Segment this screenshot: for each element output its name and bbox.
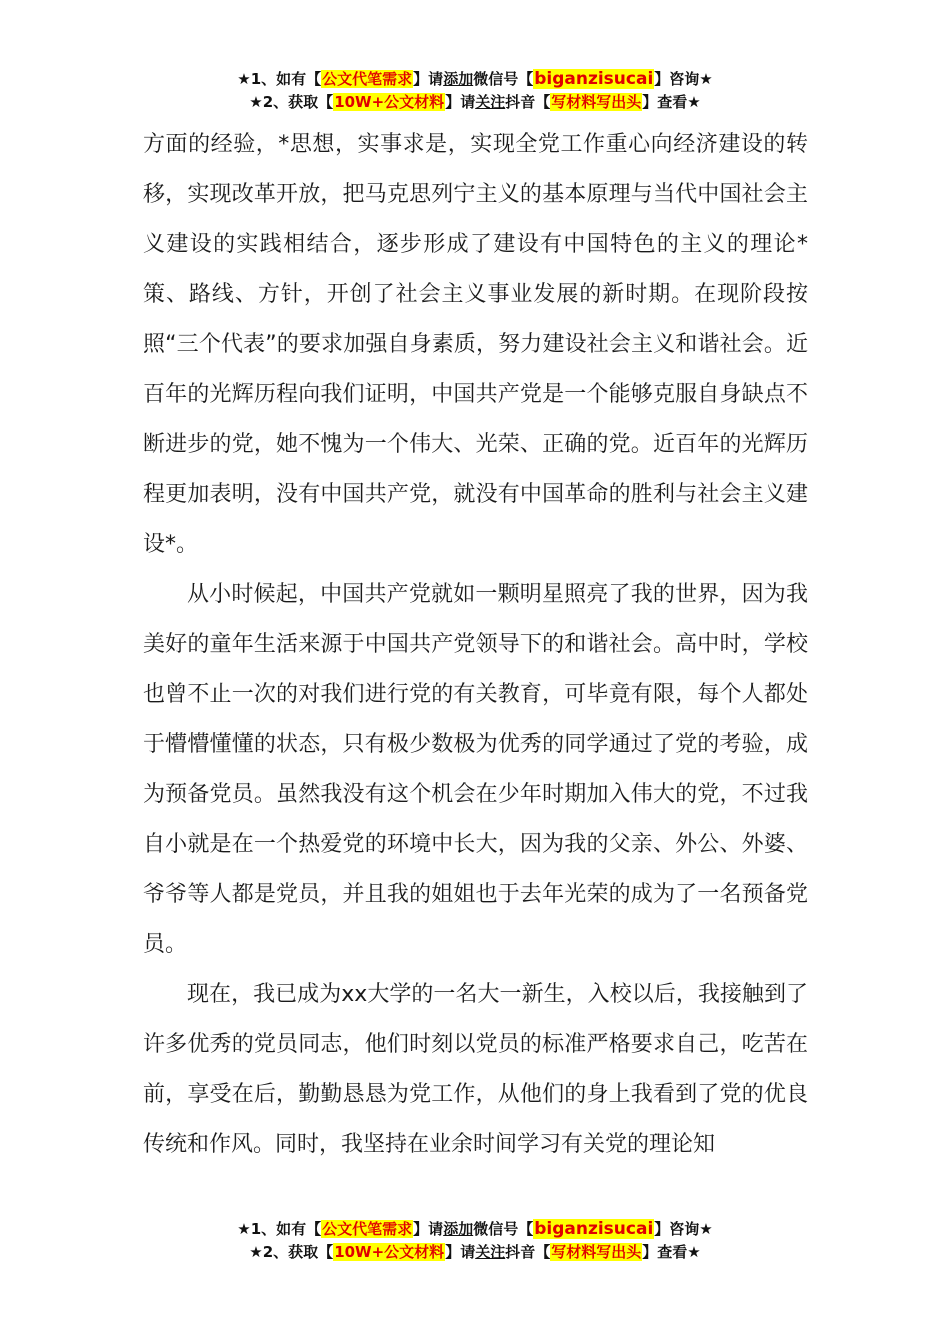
banner-underlined-text: 关注 [475,1243,506,1261]
banner-text: ★1、如有【 [237,70,322,88]
highlight-wechat-id: biganzisucai [534,1219,654,1239]
paragraph: 方面的经验，*思想，实事求是，实现全党工作重心向经济建设的转移，实现改革开放，把马克思列宁主义的基本原理与当代中国社会主义建设的实践相结合，逐步形成了建设有中国特色的主义的理论*策、路线、方针，开创了社会主义事业发展的新时期。在现阶段按照“三个代表”的要求加强自身素质，努力建设社会主义和谐社会。近百年的光辉历程向我们证明，中国共产党是一个能够克服自身缺点不断进步的党，她不愧为一个伟大、光荣、正确的党。近百年的光辉历程更加表明，没有中国共产党，就没有中国革命的胜利与社会主义建设*。 [143,132,808,557]
banner-text: 】咨询★ [654,70,713,88]
highlight-materials: 10W+公文材料 [334,1243,445,1261]
banner-text: 】咨询★ [654,1220,713,1238]
banner-line-1 [0,1218,950,1241]
highlight-douyin-account: 写材料写出头 [551,1243,642,1261]
highlight-service: 公文代笔需求 [322,70,413,88]
banner-text: 】请 [445,93,476,111]
banner-underlined-text: 关注 [475,93,506,111]
banner-text: 抖音【 [505,1243,551,1261]
banner-text: 】查看★ [642,93,701,111]
highlight-materials: 10W+公文材料 [334,93,445,111]
banner-text: 抖音【 [505,93,551,111]
banner-text: ★1、如有【 [237,1220,322,1238]
paragraph: 现在，我已成为xx大学的一名大一新生，入校以后，我接触到了许多优秀的党员同志，他们时刻以党员的标准严格要求自己，吃苦在前，享受在后，勤勤恳恳为党工作，从他们的身上我看到了党的优良传统和作风。同时，我坚持在业余时间学习有关党的理论知 [143,982,808,1157]
highlight-wechat-id: biganzisucai [534,69,654,89]
banner-line-2 [0,91,950,114]
banner-text: ★2、获取【 [249,93,334,111]
banner-text: 微信号【 [473,1220,534,1238]
banner-text: 微信号【 [473,70,534,88]
footer-banner [0,1218,950,1264]
banner-line-2 [0,1241,950,1264]
highlight-service: 公文代笔需求 [322,1220,413,1238]
header-banner [0,68,950,114]
paragraph: 从小时候起，中国共产党就如一颗明星照亮了我的世界，因为我美好的童年生活来源于中国共产党领导下的和谐社会。高中时，学校也曾不止一次的对我们进行党的有关教育，可毕竟有限，每个人都处于懵懵懂懂的状态，只有极少数极为优秀的同学通过了党的考验，成为预备党员。虽然我没有这个机会在少年时期加入伟大的党，不过我自小就是在一个热爱党的环境中长大，因为我的父亲、外公、外婆、爷爷等人都是党员，并且我的姐姐也于去年光荣的成为了一名预备党员。 [143,582,808,957]
document-body [143,120,808,1170]
banner-underlined-text: 添加 [443,70,474,88]
banner-underlined-text: 添加 [443,1220,474,1238]
banner-text: 】请 [413,1220,444,1238]
banner-text: 】请 [413,70,444,88]
banner-text: 】请 [445,1243,476,1261]
banner-text: 】查看★ [642,1243,701,1261]
banner-line-1 [0,68,950,91]
highlight-douyin-account: 写材料写出头 [551,93,642,111]
banner-text: ★2、获取【 [249,1243,334,1261]
